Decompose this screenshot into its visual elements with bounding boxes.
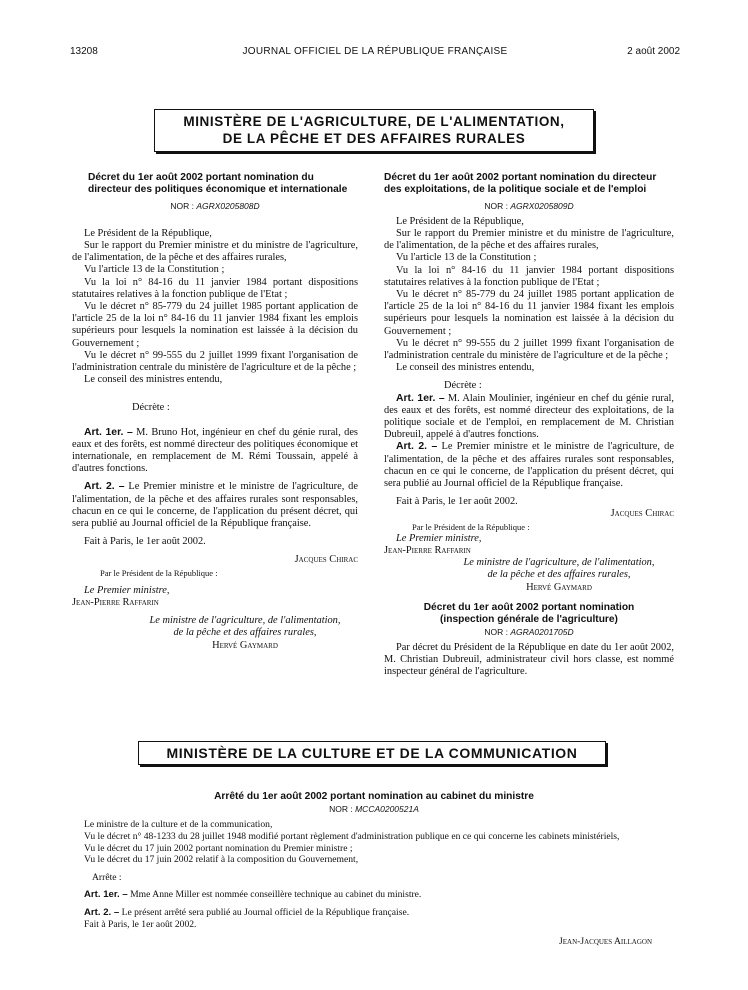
paragraph: Vu le décret n° 85-779 du 24 juillet 1985 portant application de l'article 25 de la loi n° 84-16 du 11 janvier 1984 fixant les emplois supérieurs pour lesquels la nomination est laissée à la décision du Gouvernement ; [72,301,358,349]
paragraph: Vu le décret n° 48-1233 du 28 juillet 1948 modifié portant règlement d'administration publique en ce qui concerne les cabinets ministériels, [84,830,620,842]
article-label: Art. 2. – [84,906,120,918]
article-label: Art. 1er. – [84,889,128,901]
decree-1 [72,172,358,652]
paragraph: Vu le décret du 17 juin 2002 portant nomination du Premier ministre ; [84,842,353,854]
decrete-heading: Décrète : [444,380,482,392]
paragraph: Le ministre de la culture et de la communication, [84,819,273,831]
nor-code: MCCA0200521A [355,803,419,814]
signatory: Jean-Jacques Aillagon [559,936,652,948]
decree-title: Décret du 1er août 2002 portant nomination du directeur des exploitations, de la politique sociale et de l'emploi [384,172,657,195]
pm-title: Le Premier ministre, [84,584,170,596]
paragraph: Vu l'article 13 de la Constitution ; [84,264,225,276]
article-label: Art. 1er. – [396,392,445,404]
article-label: Art. 2. – [396,441,438,453]
minister-title-1: Le ministre de l'agriculture, de l'alimentation, [463,557,655,569]
paragraph: Le Président de la République, [84,227,212,239]
nor-code: AGRA0201705D [510,627,574,638]
nor-label: NOR : [484,627,508,638]
decree-title: Décret du 1er août 2002 portant nomination du directeur des politiques économique et internationale [88,172,348,195]
by-president: Par le Président de la République : [100,567,218,578]
article-text: Le Premier ministre et le ministre de l'agriculture, de l'alimentation, de la pêche et des affaires rurales sont responsables, chacun en ce qui le concerne, de l'application du présent décret, qui sera publié au Journal officiel de la République française. [384,441,674,490]
decree-3-text: Par décret du Président de la République en date du 1er août 2002, M. Christian Dubreuil, administrateur civil hors classe, est nommé inspecteur général de l'agriculture. [384,641,674,678]
paragraph: Le conseil des ministres entendu, [396,362,535,374]
nor-reference [72,200,358,212]
ministry-banner-agriculture [154,109,594,152]
by-president: Par le Président de la République : [412,521,530,532]
journal-title: JOURNAL OFFICIEL DE LA RÉPUBLIQUE FRANÇAISE [242,46,508,57]
ministry-banner-line-1: MINISTÈRE DE L'AGRICULTURE, DE L'ALIMENTATION, [183,114,565,129]
article-text: Le Premier ministre et le ministre de l'agriculture, de l'alimentation, de la pêche et des affaires rurales sont responsables, chacun en ce qui le concerne, de l'application du présent décret, qui sera publié au Journal officiel de la République française. [72,481,358,530]
article-label: Art. 1er. – [84,426,133,438]
pm-title: Le Premier ministre, [396,532,482,544]
arrete [72,791,676,948]
decree-2 [384,172,674,678]
decree-3-title-line-1: Décret du 1er août 2002 portant nomination [423,601,635,613]
nor-reference [72,804,676,816]
article-1 [72,889,676,901]
article-2 [72,907,676,919]
paragraph: Vu la loi n° 84-16 du 11 janvier 1984 portant dispositions statutaires relatives à la fonction publique de l'Etat ; [72,276,358,300]
paragraph: Sur le rapport du Premier ministre et du ministre de l'agriculture, de l'alimentation, de la pêche et des affaires rurales, [384,228,674,252]
article-2 [384,441,674,490]
article-text: M. Alain Moulinier, ingénieur en chef du génie rural, des eaux et des forêts, est nommé directeur des exploitations, de la politique sociale et de l'emploi, en remplacement de M. Christian Dubreuil, appelé à d'autres fonctions. [384,392,674,441]
paragraph: Vu le décret n° 99-555 du 2 juillet 1999 fixant l'organisation de l'administration centrale du ministère de l'agriculture et de la pêche ; [384,337,674,362]
issue-date: 2 août 2002 [627,46,680,57]
nor-reference [384,626,674,638]
paragraph: Vu l'article 13 de la Constitution ; [396,252,537,264]
article-text: Le présent arrêté sera publié au Journal officiel de la République française. [121,906,410,918]
article-1 [384,393,674,442]
done-at: Fait à Paris, le 1er août 2002. [84,918,197,930]
pm-name: Jean-Pierre Raffarin [384,545,471,557]
signatory: Jacques Chirac [294,554,358,566]
paragraph: Vu le décret n° 99-555 du 2 juillet 1999 fixant l'organisation de l'administration centrale du ministère de l'agriculture et de la pêche ; [72,349,358,374]
minister-title-2: de la pêche et des affaires rurales, [173,627,317,639]
page-number: 13208 [70,46,98,57]
nor-reference [384,200,674,212]
nor-code: AGRX0205808D [196,200,260,211]
ministry-banner-line-2: DE LA PÊCHE ET DES AFFAIRES RURALES [222,131,526,146]
arrete-title: Arrêté du 1er août 2002 portant nomination au cabinet du ministre [214,791,534,802]
signatory: Jacques Chirac [610,508,674,520]
nor-label: NOR : [484,200,508,211]
minister-name: Hervé Gaymard [526,581,592,593]
article-text: M. Bruno Hot, ingénieur en chef du génie rural, des eaux et des forêts, est nommé directeur des politiques économique et internationale, en remplacement de M. Rémi Toussain, appelé à d'autres fonctions. [72,426,358,475]
nor-label: NOR : [170,200,194,211]
arrete-heading: Arrête : [92,871,122,883]
decrete-heading: Décrète : [132,402,170,414]
paragraph: Le Président de la République, [396,215,524,227]
article-text: Mme Anne Miller est nommée conseillère technique au cabinet du ministre. [130,889,422,901]
minister-title-1: Le ministre de l'agriculture, de l'alimentation, [149,615,341,627]
paragraph: Vu le décret du 17 juin 2002 relatif à la composition du Gouvernement, [84,854,359,866]
nor-label: NOR : [329,803,353,814]
paragraph: Le conseil des ministres entendu, [84,374,223,386]
done-at: Fait à Paris, le 1er août 2002. [396,496,518,508]
ministry-banner-culture [138,741,606,765]
decree-3-title-line-2: (inspection générale de l'agriculture) [440,613,618,625]
done-at: Fait à Paris, le 1er août 2002. [84,536,206,548]
paragraph: Sur le rapport du Premier ministre et du ministre de l'agriculture, de l'alimentation, de la pêche et des affaires rurales, [72,240,358,264]
pm-name: Jean-Pierre Raffarin [72,597,159,609]
minister-title-2: de la pêche et des affaires rurales, [487,569,631,581]
paragraph: Vu la loi n° 84-16 du 11 janvier 1984 portant dispositions statutaires relatives à la fonction publique de l'Etat ; [384,264,674,288]
minister-name: Hervé Gaymard [212,639,278,651]
paragraph: Vu le décret n° 85-779 du 24 juillet 1985 portant application de l'article 25 de la loi n° 84-16 du 11 janvier 1984 fixant les emplois supérieurs pour lesquels la nomination est laissée à la décision du Gouvernement ; [384,289,674,337]
ministry-banner-line-1: MINISTÈRE DE LA CULTURE ET DE LA COMMUNICATION [166,745,578,761]
article-1 [72,427,358,476]
article-2 [72,481,358,530]
nor-code: AGRX0205809D [510,200,574,211]
article-label: Art. 2. – [84,481,125,493]
